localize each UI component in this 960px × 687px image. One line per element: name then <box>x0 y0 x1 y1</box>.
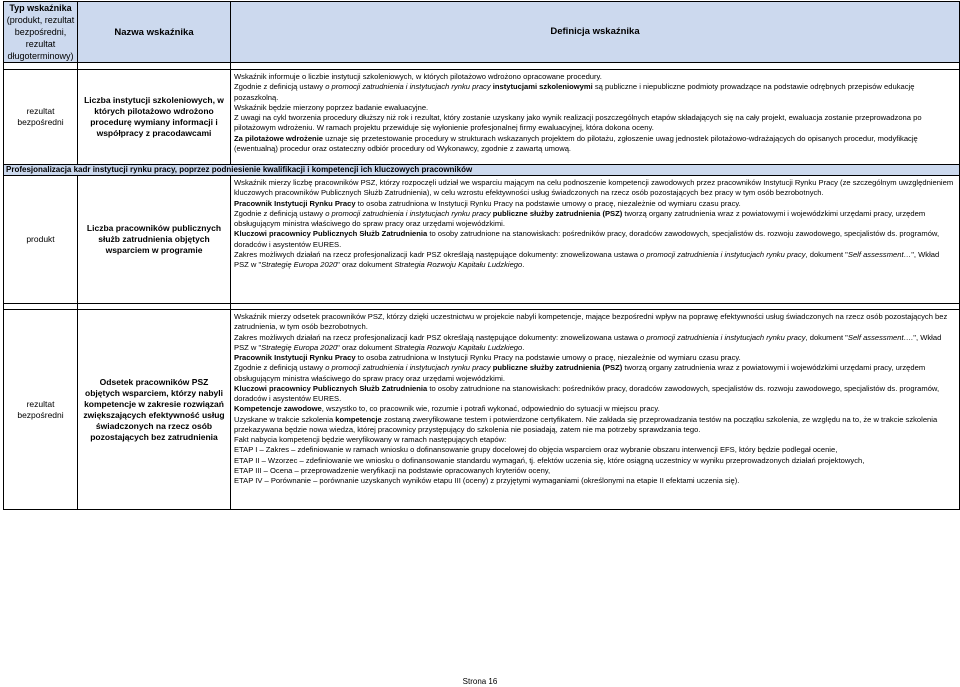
section-header-row <box>4 165 960 176</box>
row3-def-stages-intro: Fakt nabycia kompetencji będzie weryfikowany w ramach następujących etapów: <box>234 435 507 444</box>
row2-def-key-staff: Kluczowi pracownicy Publicznych Służb Zatrudnienia to osoby zatrudnione na stanowiskach: pośredników pracy, doradców zawodowych, specjalistów ds. rozwoju zawodowego, specjalistów ds. programów, doradców i asystentów EURES. <box>234 229 940 249</box>
row1-definition <box>231 70 960 165</box>
row3-type-line-1: rezultat <box>26 398 55 409</box>
page-number: Strona 16 <box>462 677 498 686</box>
row3-def-stage-2: ETAP II – Wzorzec – zdefiniowanie we wniosku o dofinansowanie standardu wymagań, tj. efektów uczenia się, które osiągną uczestnicy w wyniku przeprowadzonych działań projektowych, <box>234 455 865 465</box>
table-row <box>4 70 960 165</box>
table-header-row <box>4 2 960 63</box>
row1-type-line-1: rezultat <box>26 106 55 116</box>
row3-definition <box>231 310 960 510</box>
row2-def-scope: Zakres możliwych działań na rzecz profesjonalizacji kadr PSZ określają następujące dokumenty: znowelizowana ustawa o promocji zatrudnienia i instytucjach rynku pracy, dokument "Self assessment…", Wkład PSZ w "Strategię Europa 2020" oraz dokument Strategia Rozwoju Kapitału Ludzkiego. <box>234 249 940 269</box>
table-row <box>4 310 960 510</box>
row1-def-intro: Wskaźnik informuje o liczbie instytucji szkoleniowych, w których pilotażowo wdrożono opracowane procedury. <box>234 72 602 81</box>
row1-type <box>4 70 78 165</box>
row2-type <box>4 176 78 304</box>
indicator-table <box>3 1 960 510</box>
spacer-row <box>4 63 960 70</box>
header-indicator-type <box>4 2 78 63</box>
header-type-title: Typ wskaźnika <box>9 3 72 13</box>
row1-type-line-2: bezpośredni <box>17 117 64 127</box>
row2-definition <box>231 176 960 304</box>
row3-def-scope: Zakres możliwych działań na rzecz profesjonalizacji kadr PSZ określają następujące dokumenty: znowelizowana ustawa o promocji zatrudnienia i instytucjach rynku pracy, dokument "Self assessment….", Wkład PSZ w "Strategię Europa 2020" oraz dokument Strategia Rozwoju Kapitału Ludzkiego. <box>234 332 942 352</box>
row3-def-stage-4: ETAP IV – Porównanie – porównanie uzyskanych wyników etapu III (oceny) z przyjętymi wymaganiami (określonymi na etapie II efektami uczenia się). <box>234 476 740 485</box>
row3-def-stage-3: ETAP III – Ocena – przeprowadzenie weryfikacji na podstawie opracowanych kryteriów oceny, <box>234 465 551 475</box>
row1-def-pilot: Za pilotażowe wdrożenie uznaje się przetestowanie procedury w strukturach wskazanych projektem do pilotażu, zgłoszenie uwag jednostek pilotażowo-wdrażających do opisanych procedur, modyfikację (ewentualną) procedur oraz ostateczny odbiór procedury od Wykonawcy, zgodnie z zawartą umową. <box>234 133 918 153</box>
row3-name: Odsetek pracowników PSZ objętych wsparciem, którzy nabyli kompetencje w zakresie rozwiązań zwiększających efektywność usług świadczonych na rzecz osób pozostających bez zatrudnienia <box>78 310 231 510</box>
row2-def-worker: Pracownik Instytucji Rynku Pracy to osoba zatrudniona w Instytucji Rynku Pracy na podstawie umowy o pracę, niezależnie od wymiaru czasu pracy. <box>234 198 741 208</box>
header-type-subtitle-1: (produkt, rezultat <box>6 15 75 25</box>
row3-type <box>4 310 78 510</box>
row3-def-competence: Kompetencje zawodowe, wszystko to, co pracownik wie, rozumie i potrafi wykonać, odpowiednio do sytuacji w miejscu pracy. <box>234 404 660 414</box>
row1-def-measure: Wskaźnik będzie mierzony poprzez badanie ewaluacyjne. <box>234 102 429 112</box>
header-indicator-name: Nazwa wskaźnika <box>78 2 231 63</box>
row2-def-intro: Wskaźnik mierzy liczbę pracowników PSZ, którzy rozpoczęli udział we wsparciu mającym na celu podnoszenie kompetencji zawodowych przez pracowników Instytucji Rynku Pracy (ze szczególnym uwzględnieniem kluczowych pracowników Publicznych Służb Zatrudnienia), w celu wzrostu efektywności usług świadczonych na rzecz osób pozostających bez pracy w tym osób bezrobotnych. <box>234 178 954 198</box>
row3-def-certification: Uzyskane w trakcie szkolenia kompetencje zostaną zweryfikowane testem i potwierdzone certyfikatem. Nie zakłada się przeprowadzania testów na początku szkolenia, ze względu na to, że w trakcie szkolenia przekazywana będzie nowa wiedza, której pracownicy przystępujący do szkolenia nie posiadają, zatem nie ma potrzeby sprawdzania tego. <box>234 414 938 434</box>
header-type-subtitle-4: długoterminowy) <box>7 51 74 61</box>
row1-def-evaluation: Z uwagi na cykl tworzenia procedury dłuższy niż rok i rezultat, który zostanie uzyskany jako wynik realizacji poszczególnych etapów składających się na cały projekt, ewaluacja zostanie przeprowadzona po pilotażowym wdrożeniu. W ramach projektu przewiduje się wyłonienie profesjonalnej firmy ewaluacyjnej, która dokona oceny. <box>234 113 922 133</box>
row1-def-para-2: Zgodnie z definicją ustawy o promocji zatrudnienia i instytucjach rynku pracy instytucjami szkoleniowymi są publiczne i niepubliczne podmioty prowadzące na podstawie odrębnych przepisów edukację pozaszkolną. <box>234 82 915 102</box>
table-row <box>4 176 960 304</box>
header-indicator-definition: Definicja wskaźnika <box>231 2 960 63</box>
row2-name: Liczba pracowników publicznych służb zatrudnienia objętych wsparciem w programie <box>78 176 231 304</box>
row3-def-stage-1: ETAP I – Zakres – zdefiniowanie w ramach wniosku o dofinansowanie grupy docelowej do objęcia wsparciem oraz wybranie obszaru interwencji EFS, który będzie podlegał ocenie, <box>234 445 838 455</box>
row3-type-line-2: bezpośredni <box>17 409 64 420</box>
header-type-subtitle-2: bezpośredni, <box>14 27 67 37</box>
row3-def-key-staff: Kluczowi pracownicy Publicznych Służb Zatrudnienia to osoby zatrudnione na stanowiskach: pośredników pracy, doradców zawodowych, specjalistów ds. rozwoju zawodowego, specjalistów ds. programów, doradców i asystentów EURES. <box>234 383 940 403</box>
row2-type-line-1: produkt <box>26 234 55 244</box>
row3-def-worker: Pracownik Instytucji Rynku Pracy to osoba zatrudniona w Instytucji Rynku Pracy na podstawie umowy o pracę, niezależnie od wymiaru czasu pracy. <box>234 353 741 362</box>
header-type-subtitle-3: rezultat <box>25 39 56 49</box>
row1-name: Liczba instytucji szkoleniowych, w których pilotażowo wdrożono procedurę wymiany informacji i współpracy z pracodawcami <box>78 70 231 165</box>
row2-def-psz: Zgodnie z definicją ustawy o promocji zatrudnienia i instytucjach rynku pracy publiczne służby zatrudnienia (PSZ) tworzą organy zatrudnienia wraz z powiatowymi i wojewódzkimi urzędami pracy, urzędem obsługującym ministra właściwego do spraw pracy oraz urzędami wojewódzkimi. <box>234 208 926 228</box>
section-title: Profesjonalizacja kadr instytucji rynku pracy, poprzez podniesienie kwalifikacji i kompetencji ich kluczowych pracowników <box>4 165 960 176</box>
row3-def-psz: Zgodnie z definicją ustawy o promocji zatrudnienia i instytucjach rynku pracy publiczne służby zatrudnienia (PSZ) tworzą organy zatrudnienia wraz z powiatowymi i wojewódzkimi urzędami pracy, urzędem obsługującym ministra właściwego do spraw pracy oraz urzędami wojewódzkimi. <box>234 363 926 383</box>
row3-def-intro: Wskaźnik mierzy odsetek pracowników PSZ, którzy dzięki uczestnictwu w projekcie nabyli kompetencje, mające bezpośredni wpływ na poprawę efektywności usług świadczonych na rzecz osób pozostających bez zatrudnienia, w tym osób bezrobotnych. <box>234 312 948 332</box>
